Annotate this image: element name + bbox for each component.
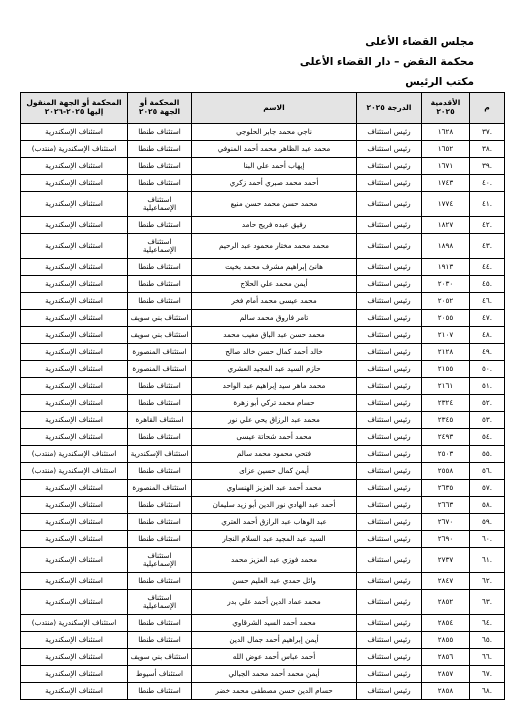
grade-cell: رئيس استئناف [357,412,422,429]
seniority-cell: ٢٥٠٣ [422,446,470,463]
row-number: .٤٥ [470,276,505,293]
court-cell: استئناف المنصورة [128,344,192,361]
row-number: .٦١ [470,548,505,573]
seniority-cell: ٢٦٧٠ [422,514,470,531]
transfer-cell: استئناف الإسكندرية [21,234,128,259]
seniority-cell: ٢٨٥٦ [422,649,470,666]
table-row [21,158,505,175]
transfer-cell: استئناف الإسكندرية (منتدب) [21,615,128,632]
name-cell: محمد عبد الرزاق يحي علي نور [192,412,357,429]
transfer-cell: استئناف الإسكندرية [21,175,128,192]
court-cell: استئناف طنطا [128,141,192,158]
table-row [21,531,505,548]
court-cell: استئناف طنطا [128,615,192,632]
transfer-cell: استئناف الإسكندرية [21,548,128,573]
row-number: .٦٤ [470,615,505,632]
grade-cell: رئيس استئناف [357,361,422,378]
table-row [21,344,505,361]
transfer-cell: استئناف الإسكندرية (منتدب) [21,463,128,480]
court-cell: استئناف طنطا [128,632,192,649]
header-num: م [470,93,505,124]
court-cell: استئناف المنصورة [128,361,192,378]
seniority-cell: ٢٣٢٤ [422,395,470,412]
grade-cell: رئيس استئناف [357,175,422,192]
grade-cell: رئيس استئناف [357,573,422,590]
table-header-row [21,93,505,124]
grade-cell: رئيس استئناف [357,276,422,293]
seniority-cell: ٢٣٤٥ [422,412,470,429]
name-cell: محمد حسن محمد حسن منيع [192,192,357,217]
table-row [21,683,505,700]
row-number: .٥٩ [470,514,505,531]
row-number: .٥٦ [470,463,505,480]
name-cell: محمد ماهر سيد إبراهيم عبد الواحد [192,378,357,395]
name-cell: محمد أحمد السيد الشرقاوي [192,615,357,632]
name-cell: فتحي محمود محمد سالم [192,446,357,463]
table-row [21,463,505,480]
grade-cell: رئيس استئناف [357,548,422,573]
table-row [21,590,505,615]
table-row [21,632,505,649]
grade-cell: رئيس استئناف [357,497,422,514]
seniority-cell: ٢٨٥٧ [422,666,470,683]
table-row [21,548,505,573]
seniority-cell: ٢٧٣٧ [422,548,470,573]
row-number: .٥٠ [470,361,505,378]
name-cell: خالد أحمد كمال حسن خالد صالح [192,344,357,361]
row-number: .٥٢ [470,395,505,412]
grade-cell: رئيس استئناف [357,429,422,446]
transfer-cell: استئناف الإسكندرية [21,192,128,217]
transfer-cell: استئناف الإسكندرية [21,666,128,683]
table-row [21,497,505,514]
seniority-cell: ١٨٩٨ [422,234,470,259]
row-number: .٤٩ [470,344,505,361]
row-number: .٦٢ [470,573,505,590]
name-cell: أيمن كمال حسين عزاى [192,463,357,480]
grade-cell: رئيس استئناف [357,141,422,158]
transfer-cell: استئناف الإسكندرية [21,480,128,497]
transfer-cell: استئناف الإسكندرية (منتدب) [21,446,128,463]
table-row [21,666,505,683]
seniority-cell: ١٨٢٧ [422,217,470,234]
court-cell: استئناف طنطا [128,429,192,446]
name-cell: حازم السيد عبد المجيد العشري [192,361,357,378]
seniority-cell: ٢١٠٧ [422,327,470,344]
row-number: .٥٥ [470,446,505,463]
court-cell: استئناف طنطا [128,378,192,395]
table-row [21,234,505,259]
court-cell: استئناف طنطا [128,175,192,192]
transfer-cell: استئناف الإسكندرية [21,124,128,141]
row-number: .٣٨ [470,141,505,158]
row-number: .٦٧ [470,666,505,683]
table-row [21,276,505,293]
table-row [21,378,505,395]
seniority-cell: ١٦٧١ [422,158,470,175]
seniority-cell: ٢٥٥٨ [422,463,470,480]
row-number: .٥٨ [470,497,505,514]
seniority-cell: ١٩١٣ [422,259,470,276]
grade-cell: رئيس استئناف [357,683,422,700]
court-cell: استئناف طنطا [128,124,192,141]
seniority-cell: ٢٨٥٥ [422,632,470,649]
name-cell: إيهاب أحمد علي البنا [192,158,357,175]
transfer-cell: استئناف الإسكندرية [21,276,128,293]
seniority-cell: ٢٨٥٤ [422,615,470,632]
transfer-cell: استئناف الإسكندرية [21,429,128,446]
grade-cell: رئيس استئناف [357,395,422,412]
table-row [21,615,505,632]
row-number: .٥١ [470,378,505,395]
table-row [21,480,505,497]
court-cell: استئناف طنطا [128,276,192,293]
transfer-cell: استئناف الإسكندرية [21,632,128,649]
seniority-cell: ٢١٦١ [422,378,470,395]
name-cell: رفيق عبده فريج حامد [192,217,357,234]
court-cell: استئناف طنطا [128,683,192,700]
row-number: .٥٤ [470,429,505,446]
name-cell: محمد محمد مختار محمود عبد الرحيم [192,234,357,259]
transfer-cell: استئناف الإسكندرية [21,649,128,666]
row-number: .٦٥ [470,632,505,649]
court-cell: استئناف الإسماعيلية [128,590,192,615]
name-cell: حسام محمد تركي أبو زهرة [192,395,357,412]
seniority-cell: ١٧٧٤ [422,192,470,217]
name-cell: هانئ إبراهيم مشرف محمد بخيت [192,259,357,276]
transfer-cell: استئناف الإسكندرية [21,344,128,361]
name-cell: أحمد عباس أحمد عوض الله [192,649,357,666]
header-seniority: الأقدمية ٢٠٢٥ [422,93,470,124]
grade-cell: رئيس استئناف [357,192,422,217]
court-cell: استئناف طنطا [128,158,192,175]
transfer-cell: استئناف الإسكندرية [21,310,128,327]
name-cell: محمد حسن عبد الباق مغيب محمد [192,327,357,344]
court-cell: استئناف بني سويف [128,310,192,327]
table-row [21,573,505,590]
name-cell: أيمن محمد أحمد محمد الجبالي [192,666,357,683]
name-cell: محمد عبد الظاهر محمد أحمد المنوفي [192,141,357,158]
header-court: المحكمة أو الجهة ٢٠٢٥ [128,93,192,124]
name-cell: محمد عيسى محمد أمام فخر [192,293,357,310]
row-number: .٤٤ [470,259,505,276]
grade-cell: رئيس استئناف [357,259,422,276]
row-number: .٦٣ [470,590,505,615]
header-grade: الدرجة ٢٠٢٥ [357,93,422,124]
court-cell: استئناف الإسماعيلية [128,192,192,217]
grade-cell: رئيس استئناف [357,514,422,531]
table-row [21,141,505,158]
table-row [21,446,505,463]
name-cell: محمد أحمد عبد العزيز الهنساوي [192,480,357,497]
council-title: مجلس القضاء الأعلى [365,36,474,48]
row-number: .٤٨ [470,327,505,344]
header-name: الاسم [192,93,357,124]
grade-cell: رئيس استئناف [357,632,422,649]
table-row [21,429,505,446]
table-row [21,293,505,310]
seniority-cell: ٢٨٥٨ [422,683,470,700]
grade-cell: رئيس استئناف [357,446,422,463]
court-cell: استئناف القاهرة [128,412,192,429]
row-number: .٤٢ [470,217,505,234]
table-row [21,259,505,276]
row-number: .٣٩ [470,158,505,175]
name-cell: عبد الوهاب عبد الرازق أحمد العتري [192,514,357,531]
transfer-cell: استئناف الإسكندرية [21,378,128,395]
court-cell: استئناف طنطا [128,395,192,412]
court-cell: استئناف الإسكندرية [128,446,192,463]
name-cell: السيد عبد المجيد عبد السلام النجار [192,531,357,548]
table-row [21,361,505,378]
seniority-cell: ١٦٥٢ [422,141,470,158]
transfer-cell: استئناف الإسكندرية [21,293,128,310]
transfer-cell: استئناف الإسكندرية [21,514,128,531]
court-cell: استئناف طنطا [128,531,192,548]
grade-cell: رئيس استئناف [357,531,422,548]
seniority-cell: ٢١٢٨ [422,344,470,361]
grade-cell: رئيس استئناف [357,463,422,480]
seniority-cell: ٢٨٥٢ [422,590,470,615]
transfer-cell: استئناف الإسكندرية [21,361,128,378]
row-number: .٥٧ [470,480,505,497]
court-cell: استئناف المنصورة [128,480,192,497]
name-cell: أيمن إبراهيم أحمد جمال الدين [192,632,357,649]
seniority-cell: ٢٠٥٢ [422,293,470,310]
transfer-cell: استئناف الإسكندرية [21,531,128,548]
transfer-cell: استئناف الإسكندرية [21,683,128,700]
grade-cell: رئيس استئناف [357,293,422,310]
seniority-cell: ٢٠٥٥ [422,310,470,327]
transfer-cell: استئناف الإسكندرية [21,412,128,429]
seniority-cell: ٢٦٣٥ [422,480,470,497]
table-row [21,514,505,531]
office-title: مكتب الرئيس [405,76,474,88]
seniority-cell: ١٧٤٣ [422,175,470,192]
seniority-cell: ٢٦٩٠ [422,531,470,548]
name-cell: حسام الدين حسن مصطفى محمد خضر [192,683,357,700]
seniority-cell: ٢٦٦٣ [422,497,470,514]
name-cell: محمد أحمد شحاتة عيسى [192,429,357,446]
transfer-cell: استئناف الإسكندرية [21,158,128,175]
row-number: .٤١ [470,192,505,217]
court-cell: استئناف طنطا [128,217,192,234]
name-cell: ناجي محمد جابر الحلوجي [192,124,357,141]
transfer-cell: استئناف الإسكندرية [21,573,128,590]
table-row [21,412,505,429]
court-title: محكمة النقض – دار القضاء الأعلى [299,56,474,68]
name-cell: تامر فاروق محمد سالم [192,310,357,327]
grade-cell: رئيس استئناف [357,480,422,497]
row-number: .٦٠ [470,531,505,548]
name-cell: وائل حمدي عبد العليم حسن [192,573,357,590]
court-cell: استئناف طنطا [128,497,192,514]
court-cell: استئناف بني سويف [128,649,192,666]
court-cell: استئناف طنطا [128,514,192,531]
table-row [21,395,505,412]
transfer-cell: استئناف الإسكندرية [21,327,128,344]
row-number: .٣٧ [470,124,505,141]
transfer-cell: استئناف الإسكندرية (منتدب) [21,141,128,158]
grade-cell: رئيس استئناف [357,158,422,175]
court-cell: استئناف طنطا [128,573,192,590]
transfer-cell: استئناف الإسكندرية [21,590,128,615]
grade-cell: رئيس استئناف [357,124,422,141]
transfer-cell: استئناف الإسكندرية [21,395,128,412]
court-cell: استئناف طنطا [128,293,192,310]
name-cell: أحمد عبد الهادي نور الدين أبو زيد سليمان [192,497,357,514]
name-cell: أحمد محمد صبري أحمد زكري [192,175,357,192]
seniority-cell: ٢٠٣٠ [422,276,470,293]
name-cell: محمد عماد الدين أحمد علي بدر [192,590,357,615]
table-row [21,649,505,666]
grade-cell: رئيس استئناف [357,590,422,615]
table-row [21,175,505,192]
table-row [21,192,505,217]
judges-table [20,92,505,700]
row-number: .٤٦ [470,293,505,310]
transfer-cell: استئناف الإسكندرية [21,497,128,514]
grade-cell: رئيس استئناف [357,344,422,361]
row-number: .٤٧ [470,310,505,327]
seniority-cell: ١٦٢٨ [422,124,470,141]
seniority-cell: ٢١٥٥ [422,361,470,378]
court-cell: استئناف طنطا [128,463,192,480]
table-row [21,310,505,327]
court-cell: استئناف بني سويف [128,327,192,344]
transfer-cell: استئناف الإسكندرية [21,217,128,234]
grade-cell: رئيس استئناف [357,310,422,327]
seniority-cell: ٢٨٤٧ [422,573,470,590]
table-row [21,327,505,344]
row-number: .٦٨ [470,683,505,700]
row-number: .٥٣ [470,412,505,429]
header-transfer: المحكمة أو الجهة المنقول إليها ٢٠٢٥-٢٠٢٦ [21,93,128,124]
grade-cell: رئيس استئناف [357,217,422,234]
grade-cell: رئيس استئناف [357,327,422,344]
row-number: .٤٣ [470,234,505,259]
court-cell: استئناف طنطا [128,259,192,276]
name-cell: محمد فوزي عبد العزيز محمد [192,548,357,573]
grade-cell: رئيس استئناف [357,234,422,259]
court-cell: استئناف أسيوط [128,666,192,683]
table-row [21,124,505,141]
name-cell: أيمن محمد علي الحلاج [192,276,357,293]
table-row [21,217,505,234]
grade-cell: رئيس استئناف [357,378,422,395]
transfer-cell: استئناف الإسكندرية [21,259,128,276]
court-cell: استئناف الإسماعيلية [128,548,192,573]
seniority-cell: ٢٤٩٣ [422,429,470,446]
row-number: .٦٦ [470,649,505,666]
grade-cell: رئيس استئناف [357,649,422,666]
row-number: .٤٠ [470,175,505,192]
court-cell: استئناف الإسماعيلية [128,234,192,259]
grade-cell: رئيس استئناف [357,615,422,632]
grade-cell: رئيس استئناف [357,666,422,683]
